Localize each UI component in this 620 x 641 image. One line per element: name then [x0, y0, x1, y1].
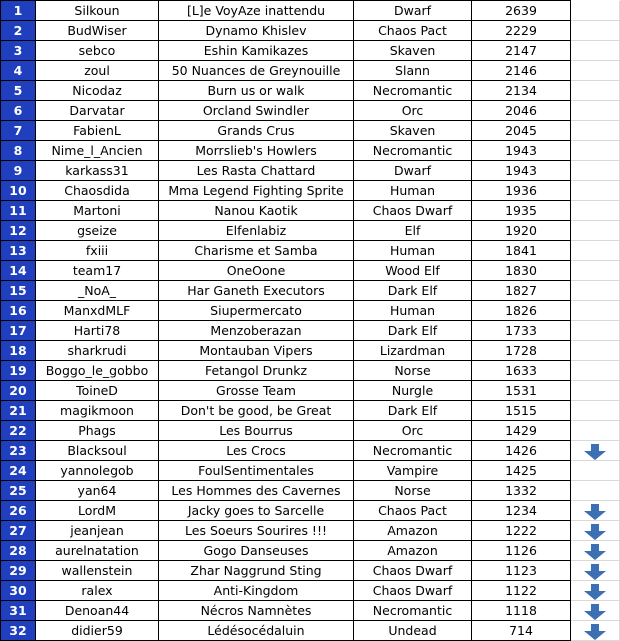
trend-cell: [571, 381, 620, 401]
race-cell: Elf: [354, 221, 472, 241]
coach-cell: zoul: [36, 61, 159, 81]
table-row: [1, 461, 620, 481]
arrow-down-icon: [584, 564, 606, 580]
coach-cell: LordM: [36, 501, 159, 521]
coach-cell: Nicodaz: [36, 81, 159, 101]
table-row: [1, 441, 620, 461]
rank-cell: 4: [1, 61, 36, 81]
score-cell: 2639: [472, 1, 571, 21]
score-cell: 1827: [472, 281, 571, 301]
team-cell: Montauban Vipers: [159, 341, 354, 361]
coach-cell: magikmoon: [36, 401, 159, 421]
coach-cell: aurelnatation: [36, 541, 159, 561]
table-row: [1, 501, 620, 521]
rank-cell: 7: [1, 121, 36, 141]
coach-cell: _NoA_: [36, 281, 159, 301]
rank-cell: 12: [1, 221, 36, 241]
race-cell: Orc: [354, 421, 472, 441]
trend-cell: [571, 61, 620, 81]
arrow-down-icon: [584, 584, 606, 600]
race-cell: Dwarf: [354, 161, 472, 181]
rank-cell: 21: [1, 401, 36, 421]
coach-cell: fxiii: [36, 241, 159, 261]
race-cell: Dark Elf: [354, 281, 472, 301]
team-cell: Don't be good, be Great: [159, 401, 354, 421]
coach-cell: Silkoun: [36, 1, 159, 21]
race-cell: Nurgle: [354, 381, 472, 401]
team-cell: FoulSentimentales: [159, 461, 354, 481]
race-cell: Necromantic: [354, 141, 472, 161]
score-cell: 714: [472, 621, 571, 641]
coach-cell: team17: [36, 261, 159, 281]
race-cell: Lizardman: [354, 341, 472, 361]
score-cell: 2147: [472, 41, 571, 61]
score-cell: 1118: [472, 601, 571, 621]
race-cell: Necromantic: [354, 81, 472, 101]
rank-cell: 26: [1, 501, 36, 521]
score-cell: 2045: [472, 121, 571, 141]
race-cell: Chaos Dwarf: [354, 561, 472, 581]
team-cell: Les Crocs: [159, 441, 354, 461]
race-cell: Dark Elf: [354, 401, 472, 421]
table-row: [1, 1, 620, 21]
team-cell: Dynamo Khislev: [159, 21, 354, 41]
table-row: [1, 101, 620, 121]
trend-cell: [571, 621, 620, 641]
coach-cell: Phags: [36, 421, 159, 441]
team-cell: Nanou Kaotik: [159, 201, 354, 221]
team-cell: Zhar Naggrund Sting: [159, 561, 354, 581]
trend-cell: [571, 281, 620, 301]
score-cell: 1841: [472, 241, 571, 261]
team-cell: Les Soeurs Sourires !!!: [159, 521, 354, 541]
trend-cell: [571, 501, 620, 521]
table-row: [1, 561, 620, 581]
table-row: [1, 341, 620, 361]
team-cell: Elfenlabiz: [159, 221, 354, 241]
coach-cell: Martoni: [36, 201, 159, 221]
trend-cell: [571, 601, 620, 621]
arrow-down-icon: [584, 624, 606, 640]
team-cell: Lédésocédaluin: [159, 621, 354, 641]
trend-cell: [571, 81, 620, 101]
trend-cell: [571, 201, 620, 221]
score-cell: 1234: [472, 501, 571, 521]
table-row: [1, 281, 620, 301]
race-cell: Skaven: [354, 41, 472, 61]
score-cell: 1222: [472, 521, 571, 541]
team-cell: Grands Crus: [159, 121, 354, 141]
trend-cell: [571, 321, 620, 341]
rank-cell: 15: [1, 281, 36, 301]
rank-cell: 11: [1, 201, 36, 221]
coach-cell: ManxdMLF: [36, 301, 159, 321]
coach-cell: Chaosdida: [36, 181, 159, 201]
table-row: [1, 541, 620, 561]
race-cell: Vampire: [354, 461, 472, 481]
race-cell: Dwarf: [354, 1, 472, 21]
rank-cell: 1: [1, 1, 36, 21]
score-cell: 1633: [472, 361, 571, 381]
race-cell: Necromantic: [354, 601, 472, 621]
race-cell: Chaos Dwarf: [354, 201, 472, 221]
coach-cell: BudWiser: [36, 21, 159, 41]
race-cell: Human: [354, 181, 472, 201]
rank-cell: 18: [1, 341, 36, 361]
team-cell: Orcland Swindler: [159, 101, 354, 121]
race-cell: Norse: [354, 481, 472, 501]
team-cell: [L]e VoyAze inattendu: [159, 1, 354, 21]
race-cell: Human: [354, 241, 472, 261]
team-cell: Les Rasta Chattard: [159, 161, 354, 181]
table-row: [1, 361, 620, 381]
trend-cell: [571, 221, 620, 241]
score-cell: 1531: [472, 381, 571, 401]
coach-cell: yannolegob: [36, 461, 159, 481]
coach-cell: ToineD: [36, 381, 159, 401]
score-cell: 1935: [472, 201, 571, 221]
race-cell: Norse: [354, 361, 472, 381]
rank-cell: 32: [1, 621, 36, 641]
score-cell: 1126: [472, 541, 571, 561]
coach-cell: didier59: [36, 621, 159, 641]
trend-cell: [571, 121, 620, 141]
table-row: [1, 161, 620, 181]
trend-cell: [571, 361, 620, 381]
table-row: [1, 601, 620, 621]
table-row: [1, 81, 620, 101]
rank-cell: 20: [1, 381, 36, 401]
arrow-down-icon: [584, 444, 606, 460]
table-row: [1, 221, 620, 241]
coach-cell: Blacksoul: [36, 441, 159, 461]
team-cell: Fetangol Drunkz: [159, 361, 354, 381]
table-row: [1, 241, 620, 261]
arrow-down-icon: [584, 604, 606, 620]
trend-cell: [571, 581, 620, 601]
coach-cell: sharkrudi: [36, 341, 159, 361]
race-cell: Dark Elf: [354, 321, 472, 341]
trend-cell: [571, 521, 620, 541]
rank-cell: 2: [1, 21, 36, 41]
race-cell: Skaven: [354, 121, 472, 141]
rank-cell: 29: [1, 561, 36, 581]
team-cell: Siupermercato: [159, 301, 354, 321]
rank-cell: 13: [1, 241, 36, 261]
table-row: [1, 121, 620, 141]
coach-cell: jeanjean: [36, 521, 159, 541]
rank-cell: 19: [1, 361, 36, 381]
table-row: [1, 21, 620, 41]
race-cell: Slann: [354, 61, 472, 81]
rank-cell: 9: [1, 161, 36, 181]
coach-cell: Darvatar: [36, 101, 159, 121]
table-row: [1, 141, 620, 161]
trend-cell: [571, 441, 620, 461]
table-row: [1, 181, 620, 201]
table-row: [1, 381, 620, 401]
score-cell: 1943: [472, 141, 571, 161]
race-cell: Orc: [354, 101, 472, 121]
score-cell: 2146: [472, 61, 571, 81]
trend-cell: [571, 541, 620, 561]
coach-cell: Denoan44: [36, 601, 159, 621]
trend-cell: [571, 101, 620, 121]
coach-cell: wallenstein: [36, 561, 159, 581]
trend-cell: [571, 161, 620, 181]
rank-cell: 22: [1, 421, 36, 441]
race-cell: Necromantic: [354, 441, 472, 461]
arrow-down-icon: [584, 544, 606, 560]
team-cell: Mma Legend Fighting Sprite: [159, 181, 354, 201]
table-row: [1, 321, 620, 341]
team-cell: Eshin Kamikazes: [159, 41, 354, 61]
rank-cell: 25: [1, 481, 36, 501]
team-cell: Gogo Danseuses: [159, 541, 354, 561]
score-cell: 1830: [472, 261, 571, 281]
score-cell: 1936: [472, 181, 571, 201]
score-cell: 1728: [472, 341, 571, 361]
score-cell: 2229: [472, 21, 571, 41]
rank-cell: 28: [1, 541, 36, 561]
coach-cell: ralex: [36, 581, 159, 601]
score-cell: 1426: [472, 441, 571, 461]
score-cell: 1943: [472, 161, 571, 181]
score-cell: 2134: [472, 81, 571, 101]
rank-cell: 31: [1, 601, 36, 621]
rank-cell: 17: [1, 321, 36, 341]
rank-cell: 30: [1, 581, 36, 601]
trend-cell: [571, 1, 620, 21]
team-cell: Menzoberazan: [159, 321, 354, 341]
race-cell: Wood Elf: [354, 261, 472, 281]
race-cell: Undead: [354, 621, 472, 641]
trend-cell: [571, 421, 620, 441]
rank-cell: 14: [1, 261, 36, 281]
race-cell: Chaos Pact: [354, 501, 472, 521]
coach-cell: sebco: [36, 41, 159, 61]
coach-cell: yan64: [36, 481, 159, 501]
coach-cell: Nime_l_Ancien: [36, 141, 159, 161]
trend-cell: [571, 41, 620, 61]
score-cell: 1515: [472, 401, 571, 421]
team-cell: Nécros Namnètes: [159, 601, 354, 621]
table-row: [1, 61, 620, 81]
team-cell: 50 Nuances de Greynouille: [159, 61, 354, 81]
rank-cell: 24: [1, 461, 36, 481]
trend-cell: [571, 141, 620, 161]
rank-cell: 27: [1, 521, 36, 541]
table-row: [1, 201, 620, 221]
team-cell: Les Bourrus: [159, 421, 354, 441]
ranking-rows: [1, 1, 620, 641]
trend-cell: [571, 21, 620, 41]
coach-cell: FabienL: [36, 121, 159, 141]
trend-cell: [571, 261, 620, 281]
score-cell: 1733: [472, 321, 571, 341]
arrow-down-icon: [584, 504, 606, 520]
team-cell: Charisme et Samba: [159, 241, 354, 261]
score-cell: 1122: [472, 581, 571, 601]
trend-cell: [571, 181, 620, 201]
arrow-down-icon: [584, 524, 606, 540]
race-cell: Chaos Pact: [354, 21, 472, 41]
score-cell: 1429: [472, 421, 571, 441]
trend-cell: [571, 241, 620, 261]
trend-cell: [571, 461, 620, 481]
team-cell: Anti-Kingdom: [159, 581, 354, 601]
trend-cell: [571, 341, 620, 361]
rank-cell: 8: [1, 141, 36, 161]
race-cell: Amazon: [354, 521, 472, 541]
trend-cell: [571, 561, 620, 581]
rank-cell: 6: [1, 101, 36, 121]
table-row: [1, 421, 620, 441]
rank-cell: 23: [1, 441, 36, 461]
race-cell: Amazon: [354, 541, 472, 561]
score-cell: 1826: [472, 301, 571, 321]
score-cell: 1425: [472, 461, 571, 481]
table-row: [1, 521, 620, 541]
trend-cell: [571, 481, 620, 501]
score-cell: 2046: [472, 101, 571, 121]
table-row: [1, 401, 620, 421]
race-cell: Human: [354, 301, 472, 321]
rank-cell: 3: [1, 41, 36, 61]
rank-cell: 5: [1, 81, 36, 101]
coach-cell: Harti78: [36, 321, 159, 341]
team-cell: Morrslieb's Howlers: [159, 141, 354, 161]
race-cell: Chaos Dwarf: [354, 581, 472, 601]
coach-cell: gseize: [36, 221, 159, 241]
coach-cell: karkass31: [36, 161, 159, 181]
coach-cell: Boggo_le_gobbo: [36, 361, 159, 381]
team-cell: OneOone: [159, 261, 354, 281]
table-row: [1, 261, 620, 281]
table-row: [1, 481, 620, 501]
trend-cell: [571, 401, 620, 421]
team-cell: Les Hommes des Cavernes: [159, 481, 354, 501]
trend-cell: [571, 301, 620, 321]
table-row: [1, 581, 620, 601]
table-row: [1, 301, 620, 321]
rank-cell: 10: [1, 181, 36, 201]
table-row: [1, 621, 620, 641]
team-cell: Burn us or walk: [159, 81, 354, 101]
score-cell: 1920: [472, 221, 571, 241]
rank-cell: 16: [1, 301, 36, 321]
score-cell: 1123: [472, 561, 571, 581]
team-cell: Grosse Team: [159, 381, 354, 401]
team-cell: Har Ganeth Executors: [159, 281, 354, 301]
team-cell: Jacky goes to Sarcelle: [159, 501, 354, 521]
score-cell: 1332: [472, 481, 571, 501]
table-row: [1, 41, 620, 61]
